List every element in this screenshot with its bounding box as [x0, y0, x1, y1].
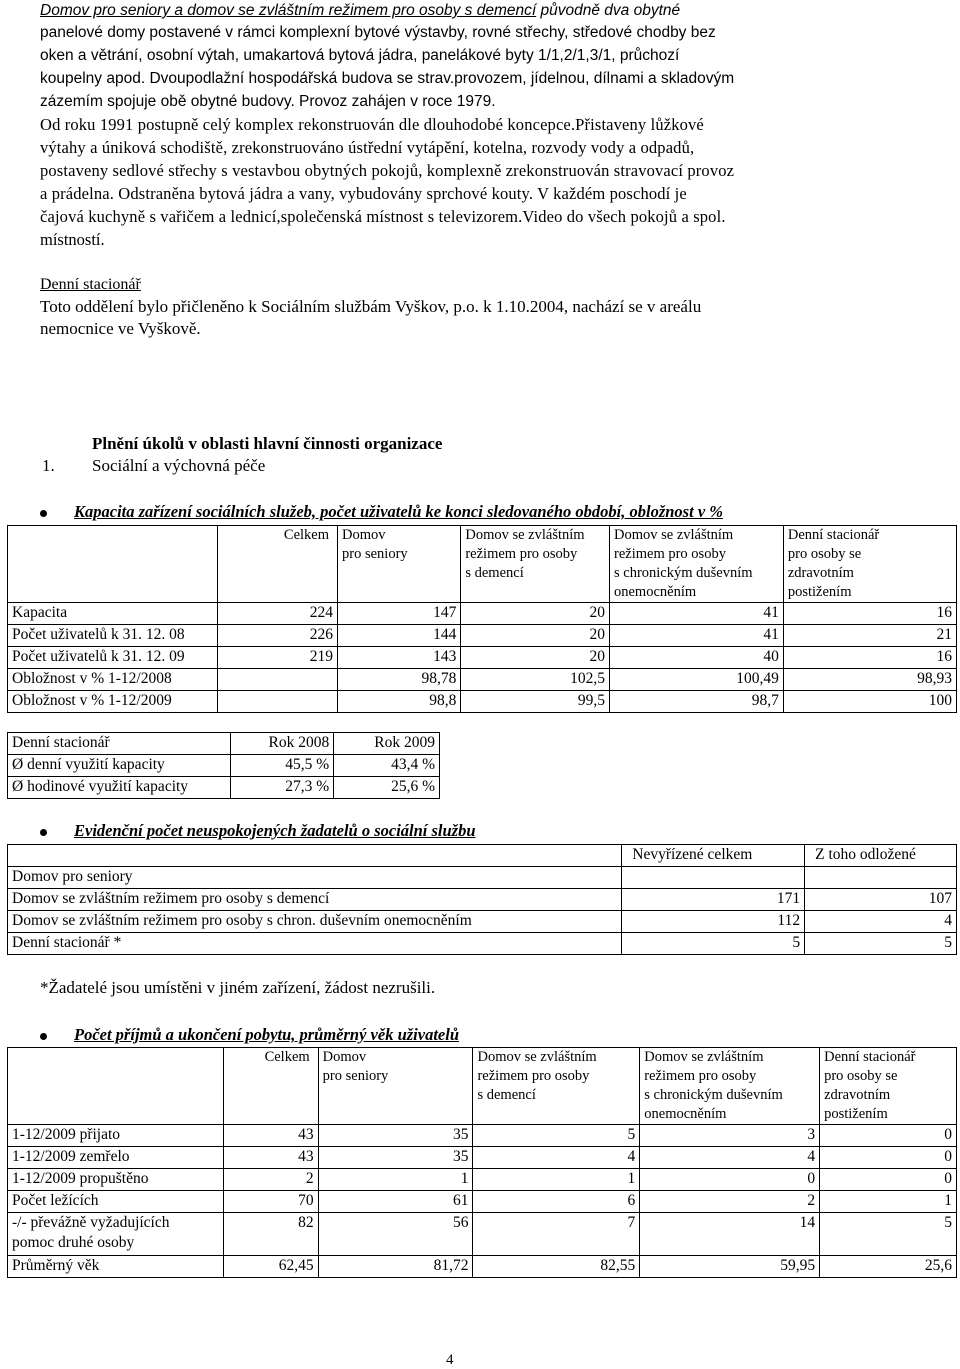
table-cell: 143 — [338, 647, 461, 669]
header-cell: Denní stacionář pro osoby se zdravotním postižením — [783, 526, 956, 603]
table-row — [8, 603, 957, 625]
stacionar-line-1: Toto oddělení bylo přičleněno k Sociálním službám Vyškov, p.o. k 1.10.2004, nachází se v areálu — [40, 297, 702, 316]
table-row — [8, 1213, 957, 1256]
header-cell: Domov se zvláštním režimem pro osoby s chronickým duševním onemocněním — [640, 1048, 820, 1125]
table-cell — [218, 691, 338, 713]
table-cell: Počet uživatelů k 31. 12. 09 — [8, 647, 218, 669]
table-cell: 16 — [783, 603, 956, 625]
table-cell: 1 — [820, 1191, 957, 1213]
admissions-table — [7, 1047, 957, 1278]
table-cell: 82 — [223, 1213, 318, 1256]
table-cell: 43 — [223, 1147, 318, 1169]
section-subheading: Sociální a výchovná péče — [92, 456, 266, 475]
table-cell: 27,3 % — [231, 777, 334, 799]
table-cell: Denní stacionář * — [8, 933, 622, 955]
table-cell: 40 — [610, 647, 784, 669]
section-heading: Plnění úkolů v oblasti hlavní činnosti organizace — [92, 434, 443, 453]
table-cell: 5 — [805, 933, 957, 955]
table-cell: 107 — [805, 889, 957, 911]
intro-line: výtahy a úniková schodiště, zrekonstruováno ústřední vytápění, kotelna, rozvody vody a odpadů, — [40, 138, 695, 157]
bullet-icon — [40, 829, 47, 836]
table-cell: Domov se zvláštním režimem pro osoby s demencí — [8, 889, 622, 911]
table-cell: 0 — [820, 1169, 957, 1191]
table-cell: Průměrný věk — [8, 1256, 224, 1278]
table-cell: 4 — [473, 1147, 640, 1169]
table-cell: 43,4 % — [334, 755, 440, 777]
table-cell: 61 — [318, 1191, 473, 1213]
table-row — [8, 911, 957, 933]
intro-line-1-rest: původně dva obytné — [536, 2, 681, 19]
table-cell: 62,45 — [223, 1256, 318, 1278]
table-cell: 147 — [338, 603, 461, 625]
table-cell: 2 — [223, 1169, 318, 1191]
table-row — [8, 1125, 957, 1147]
table-cell: 0 — [820, 1147, 957, 1169]
header-cell: Celkem — [223, 1048, 318, 1125]
capacity-table — [7, 525, 957, 713]
applicants-table — [7, 844, 957, 955]
header-cell: Domov pro seniory — [338, 526, 461, 603]
table-cell: 226 — [218, 625, 338, 647]
header-cell: Domov se zvláštním režimem pro osoby s demencí — [461, 526, 610, 603]
table-cell: 171 — [622, 889, 805, 911]
intro-line: Od roku 1991 postupně celý komplex rekonstruován dle dlouhodobé koncepce.Přistaveny lůžkové — [40, 115, 704, 134]
table-cell: Nevyřízené celkem — [622, 845, 805, 867]
bullet-icon — [40, 1033, 47, 1040]
table-cell: 3 — [640, 1125, 820, 1147]
table-row — [8, 647, 957, 669]
table-cell: 25,6 — [820, 1256, 957, 1278]
table-row — [8, 1191, 957, 1213]
table-cell: 7 — [473, 1213, 640, 1256]
table-cell: 6 — [473, 1191, 640, 1213]
table-cell: 41 — [610, 625, 784, 647]
table-row — [8, 889, 957, 911]
table-cell: Počet ležících — [8, 1191, 224, 1213]
table-row — [8, 755, 440, 777]
table-cell: 20 — [461, 625, 610, 647]
table-cell: 219 — [218, 647, 338, 669]
table-cell: 1-12/2009 propuštěno — [8, 1169, 224, 1191]
table-cell: 43 — [223, 1125, 318, 1147]
table-cell: 82,55 — [473, 1256, 640, 1278]
table-row — [8, 669, 957, 691]
table-cell: 99,5 — [461, 691, 610, 713]
table-cell: Rok 2008 — [231, 733, 334, 755]
table-cell: Kapacita — [8, 603, 218, 625]
table-cell: 144 — [338, 625, 461, 647]
table-cell: 5 — [473, 1125, 640, 1147]
table-cell: 1-12/2009 zemřelo — [8, 1147, 224, 1169]
intro-line: místností. — [40, 230, 105, 249]
table-cell: Obložnost v % 1-12/2008 — [8, 669, 218, 691]
table-cell: 224 — [218, 603, 338, 625]
table-cell: 98,7 — [610, 691, 784, 713]
header-cell: Domov se zvláštním režimem pro osoby s chronickým duševním onemocněním — [610, 526, 784, 603]
intro-line: zázemím spojuje obě obytné budovy. Provoz zahájen v roce 1979. — [40, 93, 496, 110]
table-cell: 20 — [461, 603, 610, 625]
table-cell: 100 — [783, 691, 956, 713]
table-cell: Počet uživatelů k 31. 12. 08 — [8, 625, 218, 647]
day-care-table — [7, 732, 440, 799]
table-cell: 5 — [622, 933, 805, 955]
table-cell: 14 — [640, 1213, 820, 1256]
header-cell: Domov pro seniory — [318, 1048, 473, 1125]
table-cell: Domov pro seniory — [8, 867, 622, 889]
table-cell: -/- převážně vyžadujících pomoc druhé osoby — [8, 1213, 224, 1256]
table-cell — [8, 845, 622, 867]
table-cell: 98,93 — [783, 669, 956, 691]
table-cell: 2 — [640, 1191, 820, 1213]
table-cell: 81,72 — [318, 1256, 473, 1278]
table-cell: 70 — [223, 1191, 318, 1213]
table-cell — [805, 867, 957, 889]
stacionar-title: Denní stacionář — [40, 276, 141, 293]
table-cell: 1 — [318, 1169, 473, 1191]
table-row — [8, 845, 957, 867]
table-cell: 1 — [473, 1169, 640, 1191]
table-cell: 25,6 % — [334, 777, 440, 799]
table-cell: 56 — [318, 1213, 473, 1256]
table-header-row — [8, 526, 957, 603]
table-cell: Denní stacionář — [8, 733, 231, 755]
table-cell — [218, 669, 338, 691]
header-cell — [8, 526, 218, 603]
intro-line: a prádelna. Odstraněna bytová jádra a vany, vybudovány sprchové kouty. V každém poschodí je — [40, 184, 687, 203]
table-cell: Ø denní využití kapacity — [8, 755, 231, 777]
table-row — [8, 733, 440, 755]
table-cell: 59,95 — [640, 1256, 820, 1278]
intro-line-1 — [40, 0, 680, 22]
intro-line: oken a větrání, osobní výtah, umakartová bytová jádra, panelákové byty 1/1,2/1,3/1, průchozí — [40, 47, 680, 64]
table-row — [8, 867, 957, 889]
table-header-row — [8, 1048, 957, 1125]
table-cell — [622, 867, 805, 889]
stacionar-line-2: nemocnice ve Vyškově. — [40, 319, 201, 338]
applicants-note: *Žadatelé jsou umístěni v jiném zařízení, žádost nezrušili. — [40, 978, 436, 997]
table-cell: 4 — [805, 911, 957, 933]
bullet-icon — [40, 510, 47, 517]
table-cell: 98,78 — [338, 669, 461, 691]
table-row — [8, 1147, 957, 1169]
table-cell: Ø hodinové využití kapacity — [8, 777, 231, 799]
table-row — [8, 691, 957, 713]
table-cell: Domov se zvláštním režimem pro osoby s chron. duševním onemocněním — [8, 911, 622, 933]
table-cell: 5 — [820, 1213, 957, 1256]
table-cell: Z toho odložené — [805, 845, 957, 867]
table-cell: 16 — [783, 647, 956, 669]
table-row — [8, 777, 440, 799]
table-cell: 35 — [318, 1125, 473, 1147]
section-number: 1. — [42, 456, 55, 475]
table-row — [8, 1256, 957, 1278]
table-cell: 100,49 — [610, 669, 784, 691]
intro-line: čajová kuchyně s vařičem a lednicí,společenská místnost s televizorem.Video do všech pokojů a spol. — [40, 207, 726, 226]
table1-title: Kapacita zařízení sociálních služeb, počet uživatelů ke konci sledovaného období, obložnost v % — [74, 502, 724, 521]
intro-title: Domov pro seniory a domov se zvláštním režimem pro osoby s demencí — [40, 2, 537, 19]
table-cell: 21 — [783, 625, 956, 647]
table-cell: Obložnost v % 1-12/2009 — [8, 691, 218, 713]
table-row — [8, 933, 957, 955]
intro-line: koupelny apod. Dvoupodlažní hospodářská budova se strav.provozem, jídelnou, dílnami a skladovým — [40, 70, 735, 87]
table-cell: 41 — [610, 603, 784, 625]
table-cell: 45,5 % — [231, 755, 334, 777]
table3-title: Evidenční počet neuspokojených žadatelů o sociální službu — [74, 821, 476, 840]
table-cell: 112 — [622, 911, 805, 933]
table-cell: 0 — [640, 1169, 820, 1191]
table-cell: 35 — [318, 1147, 473, 1169]
table4-title: Počet příjmů a ukončení pobytu, průměrný věk uživatelů — [74, 1025, 460, 1044]
table-cell: 1-12/2009 přijato — [8, 1125, 224, 1147]
intro-line: panelové domy postavené v rámci komplexní bytové výstavby, rovné střechy, středové chodby bez — [40, 24, 716, 41]
table-row — [8, 625, 957, 647]
table-cell: 0 — [820, 1125, 957, 1147]
table-cell: 98,8 — [338, 691, 461, 713]
table-cell: 20 — [461, 647, 610, 669]
header-cell: Celkem — [218, 526, 338, 603]
table-cell: Rok 2009 — [334, 733, 440, 755]
header-cell — [8, 1048, 224, 1125]
page-number: 4 — [446, 1352, 454, 1368]
table-row — [8, 1169, 957, 1191]
header-cell: Domov se zvláštním režimem pro osoby s demencí — [473, 1048, 640, 1125]
table-cell: 102,5 — [461, 669, 610, 691]
intro-line: postaveny sedlové střechy s vestavbou obytných pokojů, komplexně zrekonstruován stravovací provoz — [40, 161, 735, 180]
table-cell: 4 — [640, 1147, 820, 1169]
header-cell: Denní stacionář pro osoby se zdravotním postižením — [820, 1048, 957, 1125]
